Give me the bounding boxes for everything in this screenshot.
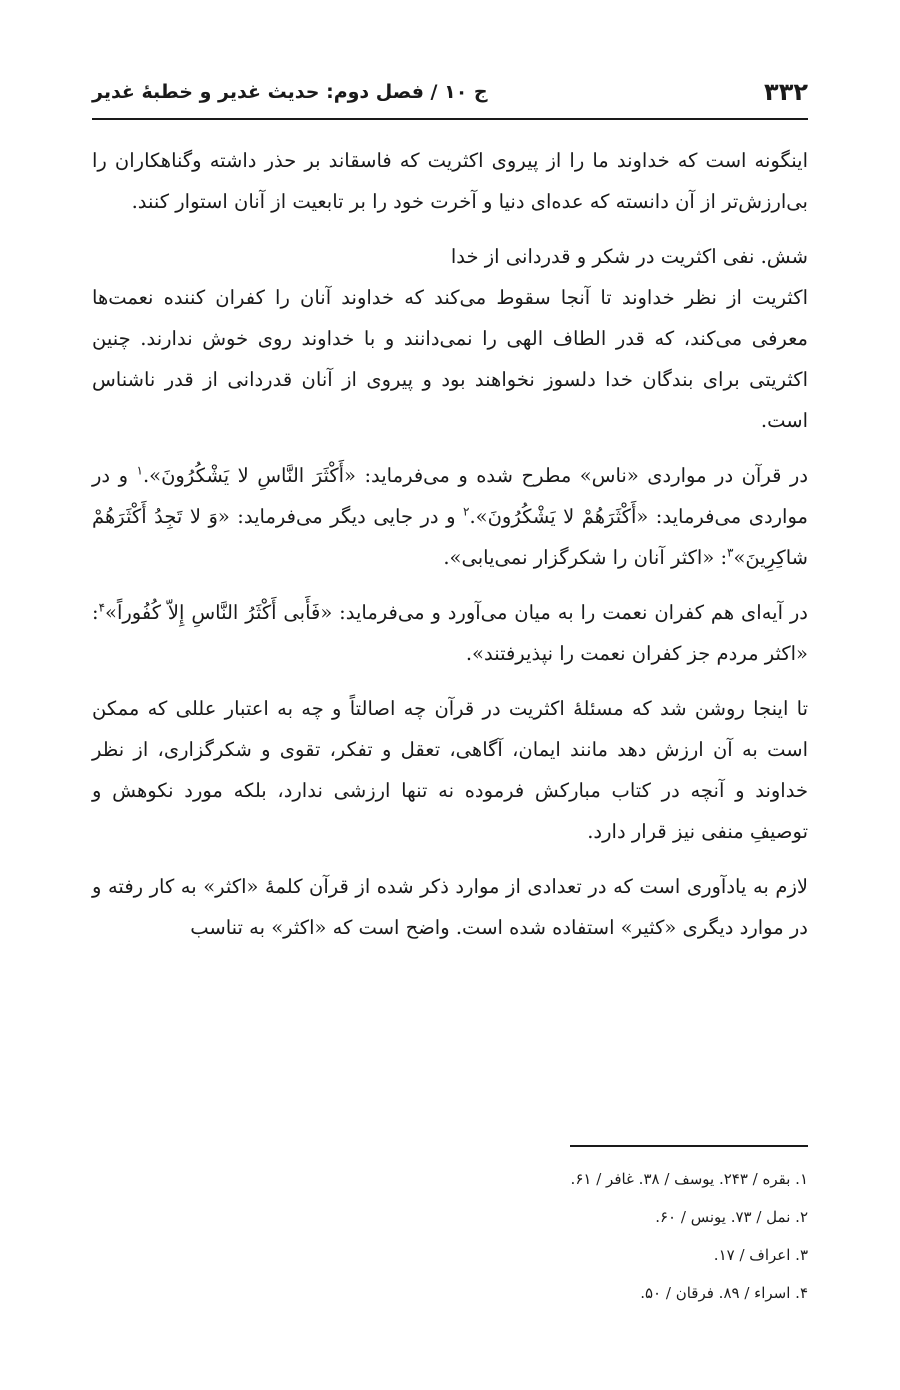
paragraph-6: لازم به یادآوری است که در تعدادی از موارد ذکر شده از قرآن کلمهٔ «اکثر» به کار رفته و در موارد دیگری «کثیر» استفاده شده است. واضح است که «اکثر» به تناسب (92, 875, 808, 939)
footnote-mark-1[interactable]: ۱ (136, 463, 143, 478)
section-heading: شش. نفی اکثریت در شکر و قدردانی از خدا (450, 245, 808, 268)
paragraph-4-part-2: : «اکثر مردم جز کفران نعمت را نپذیرفتند». (92, 601, 808, 665)
paragraph-2: اکثریت از نظر خداوند تا آنجا سقوط می‌کند که خداوند آنان را کفران کننده نعمت‌ها معرفی می‌کند، که قدر الطاف الهی را نمی‌دانند و با خداوند روی خوش ندارند. چنین اکثریتی برای بندگان خدا دلسوز نخواهند بود و پیروی از آنان قدردانی از قدر ناشناس است. (92, 286, 808, 432)
paragraph-3-part-3: و در جایی دیگر می‌فرماید: «وَ لا تَجِدُ أَكْثَرَهُمْ شاكِرِينَ» (92, 505, 808, 569)
running-title: ج ۱۰ / فصل دوم: حدیث غدیر و خطبهٔ غدیر (92, 81, 488, 103)
paragraph-3-part-1: در قرآن در مواردی «ناس» مطرح شده و می‌فرماید: «أَكْثَرَ النَّاسِ لا يَشْكُرُونَ». (142, 464, 809, 487)
page-number: ۳۳۲ (764, 78, 808, 106)
footnote-mark-3[interactable]: ۳ (727, 545, 734, 560)
paragraph-3 (92, 455, 808, 578)
footnote-item: ۳. اعراف / ۱۷. (713, 1246, 808, 1264)
body-text (92, 140, 808, 948)
footnote-mark-2[interactable]: ۲ (463, 504, 470, 519)
paragraph-5: تا اینجا روشن شد که مسئلهٔ اکثریت در قرآن چه اصالتاً و چه به اعتبار عللی که ممکن است به آن ارزش دهد مانند ایمان، آگاهی، تعقل و تفکر، تقوی و شکرگزاری، از نظر خداوند و آنچه در کتاب مبارکش فرموده نه تنها ارزشی ندارد، بلکه مورد نکوهش و توصیفِ منفی نیز قرار دارد. (92, 697, 808, 843)
page-header (92, 72, 808, 120)
footnote-mark-4[interactable]: ۴ (98, 600, 106, 615)
paragraph-3-part-2: و در مواردی می‌فرماید: «أَكْثَرَهُمْ لا يَشْكُرُونَ». (92, 464, 808, 528)
paragraph-1: اینگونه است که خداوند ما را از پیروی اکثریت که فاسقاند بر حذر داشته وگناهکاران را بی‌ارزش‌تر از آن دانسته که عده‌ای دنیا و آخرت خود را بر تابعیت از آنان استوار کنند. (92, 149, 808, 213)
paragraph-4-part-1: در آیه‌ای هم کفران نعمت را به میان می‌آورد و می‌فرماید: «فَأَبى أَكْثَرُ النَّاسِ إِلاّ كُفُوراً» (105, 601, 808, 624)
footnote-divider (570, 1145, 808, 1147)
footnotes (92, 1160, 808, 1312)
paragraph-3-part-4: : «اکثر آنان را شکرگزار نمی‌یابی». (443, 546, 728, 569)
paragraph-4 (92, 592, 808, 674)
footnote-item: ۱. بقره / ۲۴۳. یوسف / ۳۸. غافر / ۶۱. (570, 1170, 808, 1188)
footnote-item: ۴. اسراء / ۸۹. فرقان / ۵۰. (640, 1284, 808, 1302)
footnote-item: ۲. نمل / ۷۳. یونس / ۶۰. (655, 1208, 808, 1226)
